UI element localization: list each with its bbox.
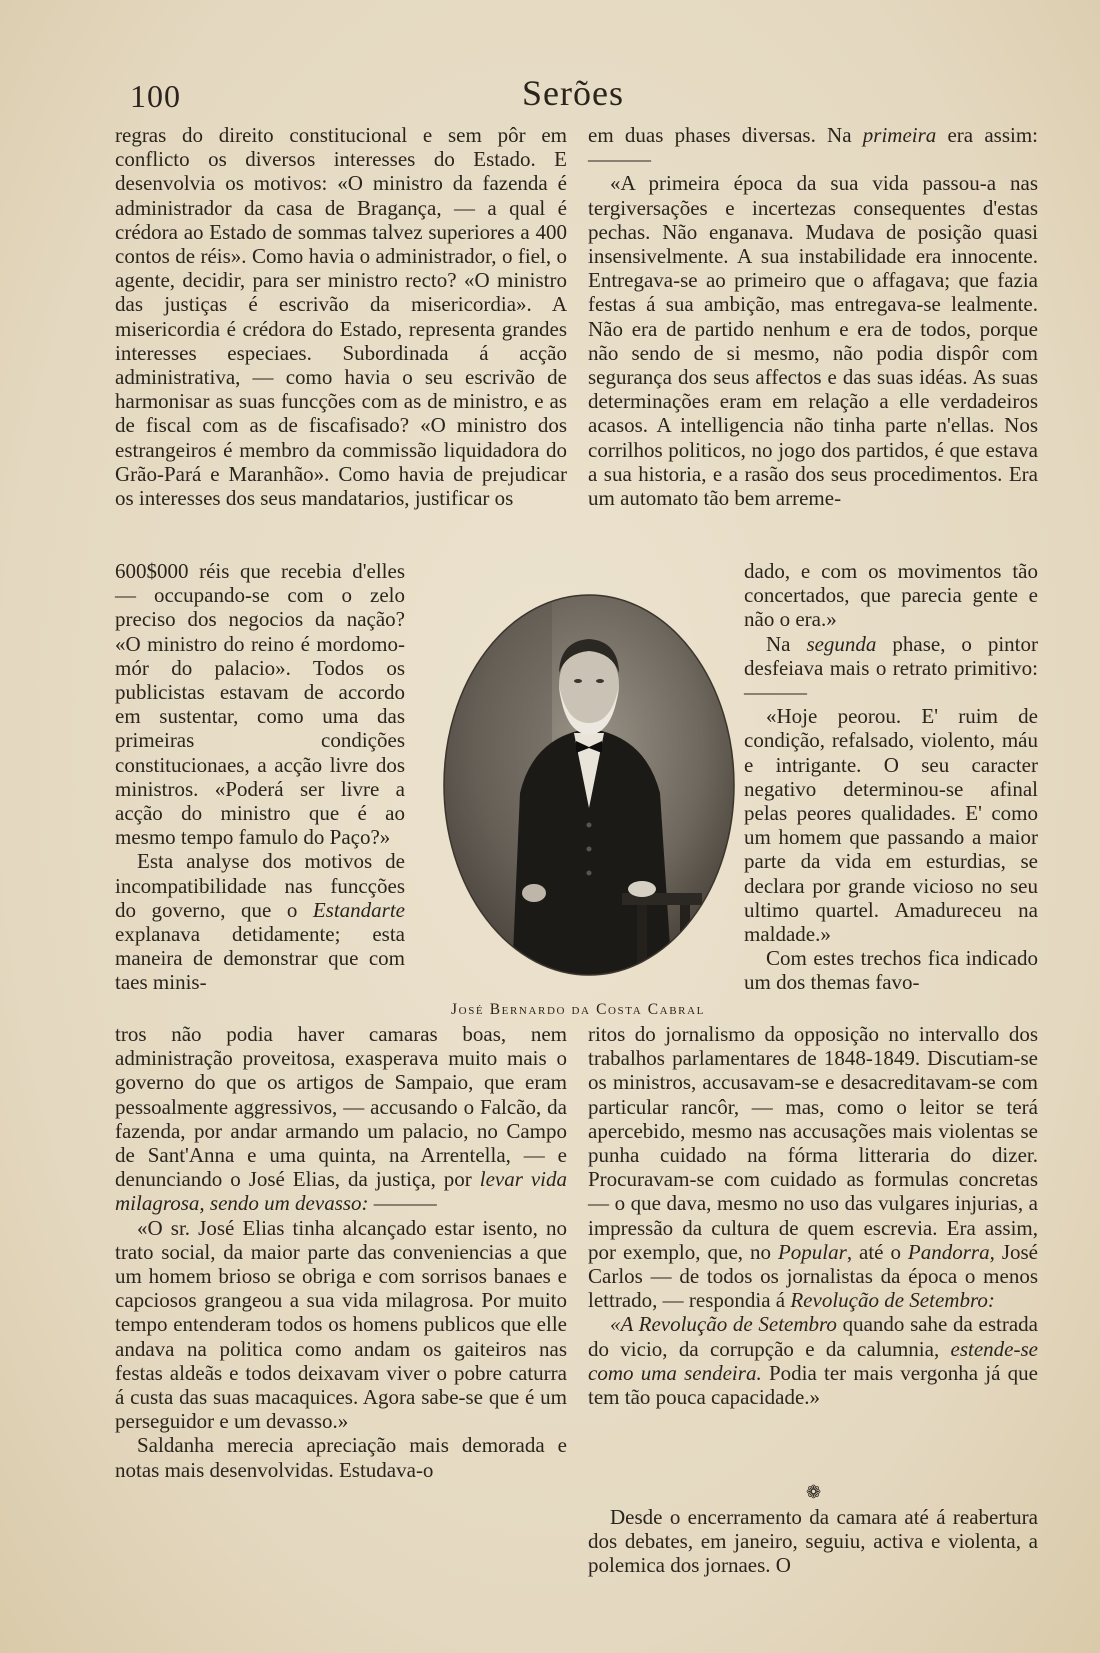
text-run: explanava detidamente; esta maneira de demonstrar que com taes minis-: [115, 922, 405, 995]
italic-text: levar vida milagrosa, sendo um devasso:: [115, 1167, 567, 1216]
text-run: , José Carlos — de todos os jornalistas da época o menos lettrado, — respondia á: [588, 1239, 1038, 1313]
italic-text: Popular: [777, 1239, 847, 1264]
right-column-final: [588, 1505, 1038, 1578]
text-run: ———: [368, 1191, 437, 1216]
text-run: em duas phases diversas. Na: [588, 123, 863, 147]
italic-text: Estandarte: [312, 897, 405, 922]
text-run: tros não podia haver camaras boas, nem administração proveitosa, exasperava muito mais o governo do que os artigos de Sampaio, que eram pessoalmente aggressivos, — accusando o Falcão, da fazenda, por andar armando um palacio, no Campo de Sant'Anna e uma quinta, na Arrentella, — e denunciando o José Elias, da justiça, por: [115, 1022, 567, 1192]
section-ornament-icon: ❁: [806, 1482, 822, 1502]
left-column-narrow: [115, 559, 405, 995]
paragraph: regras do direito constitucional e sem pôr em conflicto os diversos interesses do Estado. E desenvolvia os motivos: «O ministro da fazenda é administrador da casa de Bragança, — a qual é crédora ao Estado de sommas talvez superiores a 400 contos de réis». Como havia o administrador, o fiel, o agente, decidir, para ser ministro recto? «O ministro das justiças é escrivão da misericordia». A misericordia é crédora do Estado, representa grandes interesses especiaes. Subordinada á acção administrativa, — como havia o seu escrivão de harmonisar as suas funcções com as de ministro, e as de fiscal com as de fiscafisado? «O ministro dos estrangeiros é membro da commissão liquidadora do Grão-Pará e Maranhão». Como havia de prejudicar os interesses dos seus mandatarios, justificar os: [115, 123, 567, 511]
paragraph: [115, 1022, 567, 1216]
paragraph: «A primeira época da sua vida passou-a nas tergiversações e incertezas consequentes d'estas pechas. Não enganava. Mudava de posição quasi insensivelmente. A sua instabilidade era innocente. Entregava-se ao primeiro que o affagava; que fazia festas á sua ambição, mas entregava-se lealmente. Não era de partido nenhum e era de todos, porque não sendo de si mesmo, não podia dispôr com segurança dos seus affectos e das suas idéas. As suas determinações eram em relação a elle verdadeiros acasos. A intelligencia não tinha parte n'ellas. Nos corrilhos politicos, no jogo dos partidos, é que estava a sua historia, e a rasão dos seus procedimentos. Era um automato tão bem arreme-: [588, 171, 1038, 511]
right-column-narrow: [744, 559, 1038, 995]
paragraph: [588, 1312, 1038, 1409]
text-run: Esta analyse dos motivos de incompatibilidade nas funcções do governo, que o: [115, 849, 405, 922]
paragraph: [115, 849, 405, 994]
paragraph: [744, 632, 1038, 705]
text-run: phase, o pintor desfeiava mais o retrato primitivo: ———: [744, 631, 1038, 705]
paragraph: 600$000 réis que recebia d'elles — occupando-se com o zelo preciso dos negocios da nação? «O ministro do reino é mordomo-mór do palacio». Todos os publicistas estavam de accordo em sustentar, como uma das primeiras condições constitucionaes, a acção livre dos ministros. «Poderá ser livre a acção do ministro que é ao mesmo tempo famulo do Paço?»: [115, 559, 405, 850]
text-run: Na: [766, 631, 807, 656]
left-column-top: [115, 123, 567, 510]
italic-text: Revolução de Setembro:: [790, 1288, 995, 1313]
portrait-photograph: [442, 593, 736, 977]
italic-text: Pandorra: [907, 1239, 990, 1264]
italic-text: estende-se como uma sendeira.: [588, 1336, 1038, 1385]
paragraph: Desde o encerramento da camara até á reabertura dos debates, em janeiro, seguiu, activa e violenta, a polemica dos jornaes. O: [588, 1505, 1038, 1578]
paragraph: [588, 123, 1038, 171]
paragraph: dado, e com os movimentos tão concertados, que parecia gente e não o era.»: [744, 559, 1038, 632]
text-run: era assim: ———: [588, 123, 1038, 172]
left-column-bottom: [115, 1022, 567, 1482]
portrait-caption: José Bernardo da Costa Cabral: [451, 1001, 705, 1018]
page-number: 100: [130, 78, 181, 114]
right-column-bottom: [588, 1022, 1038, 1409]
paragraph: Saldanha merecia apreciação mais demorada e notas mais desenvolvidas. Estudava-o: [115, 1433, 567, 1482]
italic-text: «A Revolução de Setembro: [610, 1312, 837, 1337]
paragraph: Com estes trechos fica indicado um dos themas favo-: [744, 946, 1038, 995]
paragraph: «Hoje peorou. E' ruim de condição, refalsado, violento, máu e intrigante. O seu caracter negativo determinou-se afinal pelas peores qualidades. E' como um homem que passando a maior parte da vida em esturdias, se declara por grande vicioso no seu ultimo quartel. Amadureceu na maldade.»: [744, 704, 1038, 947]
paragraph: «O sr. José Elias tinha alcançado estar isento, no trato social, da maior parte das conveniencias a que um homem brioso se obriga e com sorrisos banaes e capciosos grangeou a sua vida milagrosa. Por muito tempo entenderam todos os homens publicos que elle andava na politica como andam os gaiteiros nas festas aldeãs e todos deixavam viver o pobre caturra á custa das suas macaquices. Agora sabe-se que é um perseguidor e um devasso.»: [115, 1215, 567, 1434]
paragraph: [588, 1022, 1038, 1312]
text-run: , até o: [846, 1239, 908, 1264]
italic-text: segunda: [806, 631, 877, 656]
text-run: ritos do jornalismo da opposição no intervallo dos trabalhos parlamentares de 1848-1849. Discutiam-se os ministros, accusavam-se e desacreditavam-se com particular rancôr, — mas, como o leitor se terá apercebido, mesmo nas accusações mais violentas se punha cuidado na fórma litteraria do dizer. Procuravam-se com cuidado as formulas concretas — o que dava, mesmo no uso das vulgares injurias, a impressão da cultura de quem escrevia. Era assim, por exemplo, que, no: [588, 1022, 1038, 1264]
running-title: Serões: [522, 73, 624, 113]
right-column-top: [588, 123, 1038, 510]
text-run: quando sahe da estrada do vicio, da corrupção e da calumnia,: [588, 1312, 1038, 1361]
text-run: Podia ter mais vergonha já que tem tão pouca capacidade.»: [588, 1360, 1038, 1410]
italic-text: primeira: [862, 123, 937, 147]
